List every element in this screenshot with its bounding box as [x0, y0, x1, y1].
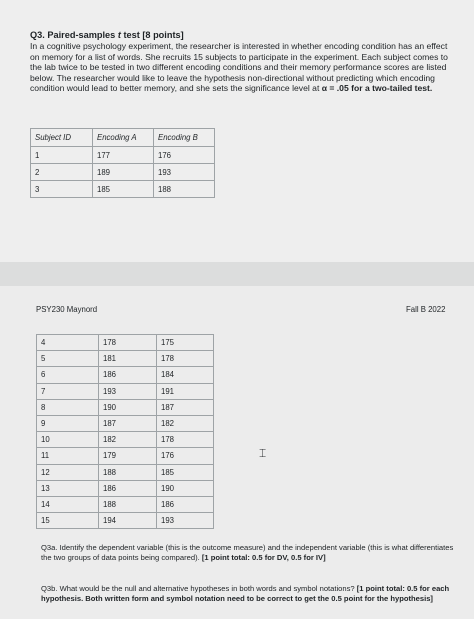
- table-row: [37, 335, 214, 351]
- table-cell: 193: [157, 513, 214, 529]
- table-cell: 13: [37, 480, 99, 496]
- table-cell: 175: [157, 335, 214, 351]
- question-3b: Q3b. What would be the null and alternative hypotheses in both words and symbol notations? [1 point total: 0.5 for each hypothesis. Both written form and symbol notation need to be correct to get the 0.5 point for the hypothesis]: [41, 584, 450, 603]
- table-cell: 191: [157, 383, 214, 399]
- table-row: [37, 448, 214, 464]
- table-cell: 2: [31, 164, 93, 181]
- table-row: [31, 164, 215, 181]
- table-cell: 186: [99, 480, 157, 496]
- table-cell: 190: [99, 399, 157, 415]
- table-cell: 7: [37, 383, 99, 399]
- table-cell: 188: [154, 181, 215, 198]
- header-encoding-a: Encoding A: [93, 129, 154, 147]
- footer-term: Fall B 2022: [406, 305, 446, 314]
- question-3b-points: [1 point total: 0.5 for each hypothesis. Both written form and symbol notation need to be correct to get the 0.5 point for the hypothesis]: [41, 584, 450, 603]
- table-cell: 187: [99, 415, 157, 431]
- table-row: [37, 367, 214, 383]
- table-row: [37, 496, 214, 512]
- table-row: [37, 513, 214, 529]
- data-table-page-2: [36, 334, 214, 529]
- table-cell: 176: [154, 147, 215, 164]
- question-3a-points: [1 point total: 0.5 for DV, 0.5 for IV]: [201, 552, 326, 562]
- table-row: [37, 415, 214, 431]
- table-cell: 193: [99, 383, 157, 399]
- table-cell: 15: [37, 513, 99, 529]
- table-cell: 182: [99, 432, 157, 448]
- table-cell: 184: [157, 367, 214, 383]
- question-3a: Q3a. Identify the dependent variable (this is the outcome measure) and the independent variable (this is what differentiates the two groups of data points being compared). [1 point total: 0.5 for DV, 0.5 for IV]: [41, 543, 454, 562]
- table-row: [31, 147, 215, 164]
- table-cell: 193: [154, 164, 215, 181]
- table-cell: 179: [99, 448, 157, 464]
- table-cell: 5: [37, 351, 99, 367]
- data-table-page-1: [30, 128, 215, 198]
- table-cell: 177: [93, 147, 154, 164]
- table-cell: 185: [157, 464, 214, 480]
- table-cell: 185: [93, 181, 154, 198]
- table-cell: 187: [157, 399, 214, 415]
- table-row: [37, 399, 214, 415]
- footer-course: PSY230 Maynord: [36, 305, 98, 314]
- table-row: [37, 351, 214, 367]
- table-cell: 4: [37, 335, 99, 351]
- table-cell: 182: [157, 415, 214, 431]
- table-cell: 1: [31, 147, 93, 164]
- page-gap: [0, 262, 474, 286]
- table-cell: 186: [99, 367, 157, 383]
- table-row: [37, 432, 214, 448]
- table-row: [37, 480, 214, 496]
- table-cell: 6: [37, 367, 99, 383]
- table-cell: 3: [31, 181, 93, 198]
- table-cell: 186: [157, 496, 214, 512]
- header-encoding-b: Encoding B: [154, 129, 215, 147]
- table-cell: 178: [157, 351, 214, 367]
- table-cell: 189: [93, 164, 154, 181]
- question-body: In a cognitive psychology experiment, the researcher is interested in whether encoding condition has an effect on memory for a list of words. She recruits 15 subjects to participate in the experiment. Each subject comes to the lab twice to be tested in two different encoding conditions and their memory performance scores are listed below. The researcher would like to leave the hypothesis non-directional without predicting which encoding condition would lead to better memory, and she sets the significance level at α = .05 for a two-tailed test.: [30, 41, 448, 94]
- question-body-bold: α = .05 for a two-tailed test.: [321, 83, 433, 94]
- table-cell: 190: [157, 480, 214, 496]
- table-cell: 12: [37, 464, 99, 480]
- table-cell: 8: [37, 399, 99, 415]
- table-row: [37, 464, 214, 480]
- question-title: Q3. Paired-samples t test [8 points]: [30, 30, 184, 40]
- table-cell: 188: [99, 496, 157, 512]
- table-cell: 176: [157, 448, 214, 464]
- text-cursor-icon: ⌶: [259, 446, 267, 460]
- table-cell: 9: [37, 415, 99, 431]
- table-cell: 10: [37, 432, 99, 448]
- table-row: [37, 383, 214, 399]
- table-row: [31, 181, 215, 198]
- table-cell: 11: [37, 448, 99, 464]
- table-cell: 188: [99, 464, 157, 480]
- table-cell: 14: [37, 496, 99, 512]
- header-subject-id: Subject ID: [31, 129, 93, 147]
- table-cell: 178: [157, 432, 214, 448]
- question-title-italic: t: [117, 30, 121, 40]
- table-cell: 194: [99, 513, 157, 529]
- table-header-row: [31, 129, 215, 147]
- table-cell: 178: [99, 335, 157, 351]
- table-cell: 181: [99, 351, 157, 367]
